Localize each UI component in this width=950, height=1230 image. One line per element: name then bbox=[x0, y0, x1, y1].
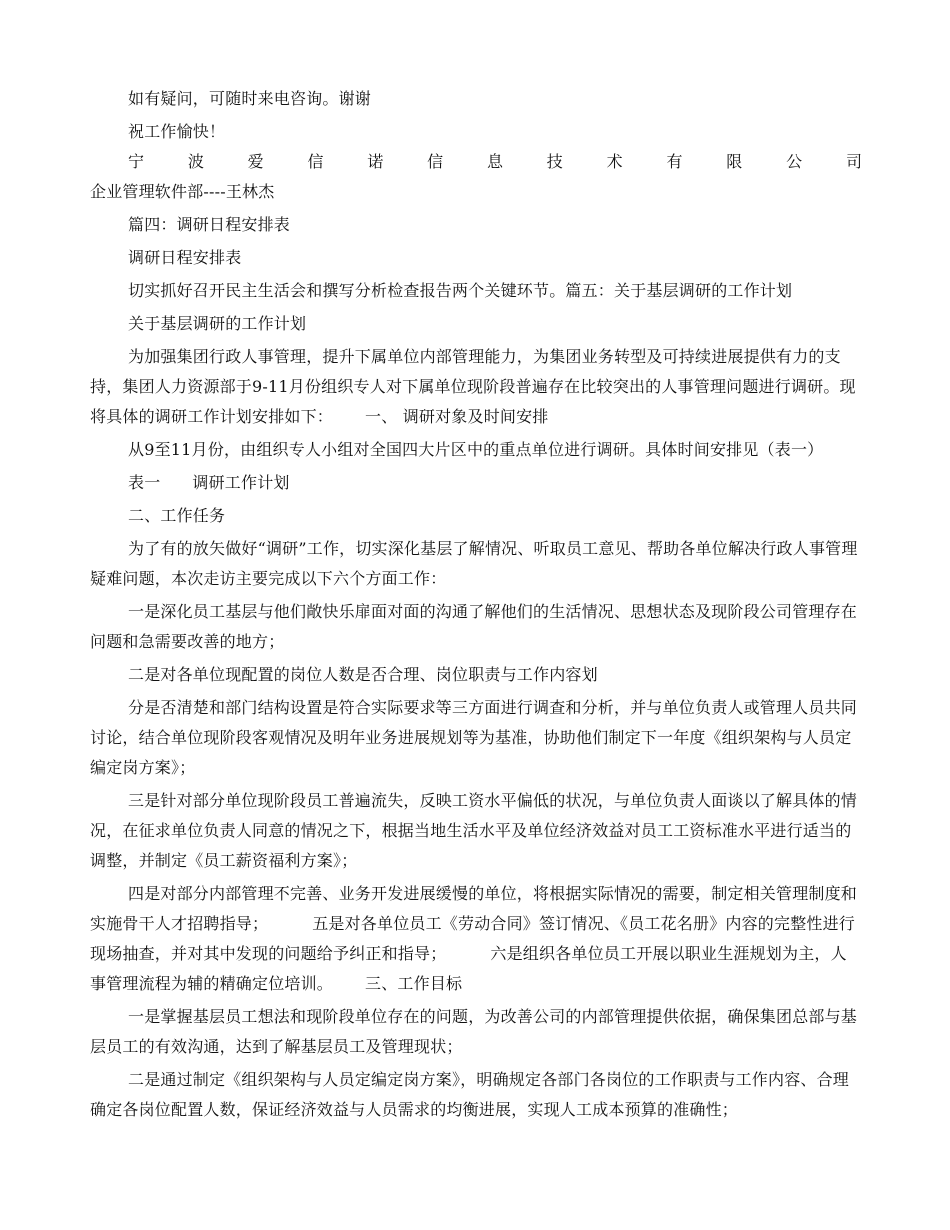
paragraph-task-3: 三是针对部分单位现阶段员工普遍流失，反映工资水平偏低的状况，与单位负责人面谈以了解具体的情况，在征求单位负责人同意的情况之下，根据当地生活水平及单位经济效益对员工工资标准水平进行适当的调整，并制定《员工薪资福利方案》； bbox=[90, 791, 858, 870]
company-char: 司 bbox=[845, 152, 862, 171]
heading-research-targets: 一、 调研对象及时间安排 bbox=[365, 407, 549, 426]
signature-department: 企业管理软件部----王林杰 bbox=[90, 182, 275, 201]
paragraph-task-2: 二是对各单位现配置的岗位人数是否合理、岗位职责与工作内容划 bbox=[128, 665, 598, 684]
intro-text: 为加强集团行政人事管理，提升下属单位内部管理能力，为集团业务转型及可持续进展提供有力的支持，集团人力资源部于9-11月份组织专人对下属单位现阶段普遍存在比较突出的人事管理问题进行调研。现将具体的调研工作计划安排如下： bbox=[90, 347, 856, 426]
company-name-line bbox=[90, 147, 862, 177]
paragraph-tasks-4-6 bbox=[90, 879, 862, 999]
table-caption bbox=[90, 468, 862, 498]
company-char: 术 bbox=[606, 152, 623, 171]
company-char: 技 bbox=[546, 152, 563, 171]
company-char: 公 bbox=[786, 152, 803, 171]
company-char: 波 bbox=[187, 152, 204, 171]
task-6-text: 六是组织各单位员工开展以职业生涯规划为主，人事管理流程为辅的精确定位培训。 bbox=[90, 944, 847, 993]
paragraph-task-2-cont: 分是否清楚和部门结构设置是符合实际要求等三方面进行调查和分析，并与单位负责人或管理人员共同讨论，结合单位现阶段客观情况及明年业务进展规划等为基准，协助他们制定下一年度《组织架构与人员定编定岗方案》； bbox=[90, 698, 858, 777]
paragraph-intro bbox=[90, 342, 862, 432]
company-char: 信 bbox=[307, 152, 324, 171]
document-body bbox=[90, 84, 862, 1125]
company-char: 信 bbox=[427, 152, 444, 171]
heading-tasks: 二、工作任务 bbox=[128, 506, 226, 525]
company-char: 宁 bbox=[128, 152, 145, 171]
section-heading-part4: 篇四：调研日程安排表 bbox=[128, 215, 291, 234]
company-char: 诺 bbox=[367, 152, 384, 171]
company-char: 限 bbox=[726, 152, 743, 171]
paragraph-schedule: 从9至11月份，由组织专人小组对全国四大片区中的重点单位进行调研。具体时间安排见（表一） bbox=[128, 440, 824, 459]
company-char: 有 bbox=[666, 152, 683, 171]
table-label: 表一 bbox=[128, 473, 161, 492]
paragraph-goal-2: 二是通过制定《组织架构与人员定编定岗方案》，明确规定各部门各岗位的工作职责与工作内容、合理确定各岗位配置人数，保证经济效益与人员需求的均衡进展，实现人工成本预算的准确性； bbox=[90, 1070, 850, 1119]
paragraph-task-1: 一是深化员工基层与他们敞快乐扉面对面的沟通了解他们的生活情况、思想状态及现阶段公司管理存在问题和急需要改善的地方； bbox=[90, 602, 858, 651]
closing-greeting: 祝工作愉快！ bbox=[128, 122, 226, 141]
plan-title: 关于基层调研的工作计划 bbox=[128, 314, 307, 333]
table-title: 调研工作计划 bbox=[192, 473, 290, 492]
task-5-text: 五是对各单位员工《劳动合同》签订情况、《员工花名册》内容的完整性进行现场抽查，并对其中发现的问题给予纠正和指导； bbox=[90, 914, 856, 963]
company-char: 息 bbox=[486, 152, 503, 171]
company-char: 爱 bbox=[247, 152, 264, 171]
task-4-text: 四是对部分内部管理不完善、业务开发进展缓慢的单位，将根据实际情况的需要，制定相关管理制度和实施骨干人才招聘指导； bbox=[90, 884, 858, 933]
closing-inquiry: 如有疑问，可随时来电咨询。谢谢 bbox=[128, 89, 372, 108]
heading-goals: 三、工作目标 bbox=[365, 974, 463, 993]
paragraph-tasks-intro: 为了有的放矢做好“调研”工作，切实深化基层了解情况、听取员工意见、帮助各单位解决行政人事管理疑难问题，本次走访主要完成以下六个方面工作： bbox=[90, 539, 858, 588]
paragraph-goal-1: 一是掌握基层员工想法和现阶段单位存在的问题，为改善公司的内部管理提供依据，确保集团总部与基层员工的有效沟通，达到了解基层员工及管理现状； bbox=[90, 1007, 858, 1056]
paragraph-key-links: 切实抓好召开民主生活会和撰写分析检查报告两个关键环节。篇五：关于基层调研的工作计划 bbox=[128, 281, 793, 300]
schedule-title: 调研日程安排表 bbox=[128, 248, 242, 267]
